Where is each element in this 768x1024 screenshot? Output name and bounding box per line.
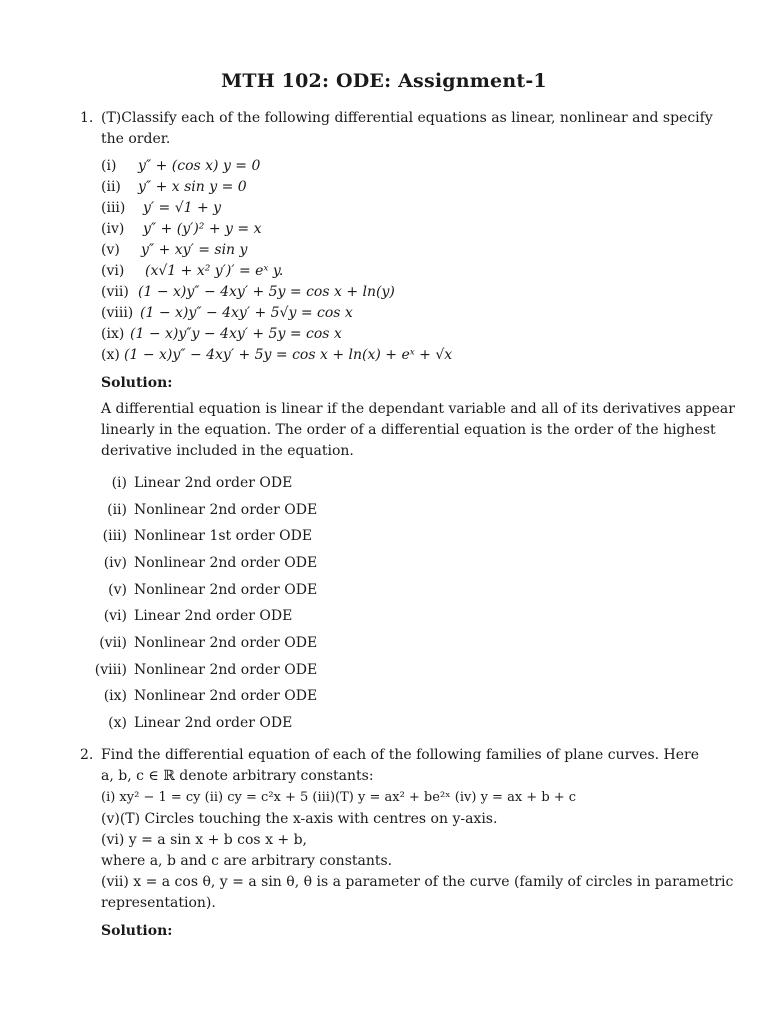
q1-item-equation: y′ = √1 + y — [143, 200, 222, 216]
answer-label: (ii) — [107, 502, 127, 518]
question-2-line-5: (vi) y = a sin x + b cos x + b, — [101, 832, 308, 848]
q1-solution-text-line: derivative included in the equation. — [101, 443, 354, 459]
q1-item-equation: (1 − x)y″ − 4xy′ + 5√y = cos x — [140, 305, 353, 321]
question-2-line-4: (v)(T) Circles touching the x-axis with centres on y-axis. — [101, 811, 498, 827]
answer-text: Nonlinear 2nd order ODE — [134, 555, 318, 571]
answer-label: (iii) — [102, 528, 127, 544]
page-title: MTH 102: ODE: Assignment-1 — [221, 70, 547, 92]
q1-item-label: (vii) — [101, 284, 129, 300]
answer-text: Nonlinear 2nd order ODE — [134, 688, 318, 704]
question-2-number: 2. — [80, 747, 94, 763]
question-1-line-1: (T)Classify each of the following differential equations as linear, nonlinear and specify — [101, 110, 713, 126]
answer-text: Nonlinear 2nd order ODE — [134, 502, 318, 518]
q1-item-equation: (1 − x)y″ − 4xy′ + 5y = cos x + ln(y) — [138, 284, 395, 300]
answer-text: Linear 2nd order ODE — [134, 475, 293, 491]
answer-label: (x) — [108, 715, 127, 731]
answer-text: Nonlinear 2nd order ODE — [134, 635, 318, 651]
q1-item-label: (ix) — [101, 326, 125, 342]
q1-item-equation: y″ + (cos x) y = 0 — [138, 158, 261, 174]
answer-text: Linear 2nd order ODE — [134, 608, 293, 624]
answer-label: (v) — [108, 582, 127, 598]
q1-item-equation: (1 − x)y″y − 4xy′ + 5y = cos x — [130, 326, 342, 342]
question-2-line-3: (i) xy² − 1 = cy (ii) cy = c²x + 5 (iii)(T) y = ax² + be²ˣ (iv) y = ax + b + c — [101, 790, 577, 805]
q1-item-label: (iii) — [101, 200, 126, 216]
q1-item-label: (viii) — [101, 305, 134, 321]
question-1-line-2: the order. — [101, 131, 171, 147]
answer-text: Nonlinear 2nd order ODE — [134, 662, 318, 678]
answer-label: (ix) — [103, 688, 127, 704]
q1-item-label: (iv) — [101, 221, 125, 237]
question-2-line-2: a, b, c ∈ ℝ denote arbitrary constants: — [101, 768, 374, 784]
q1-item-equation: y″ + x sin y = 0 — [138, 179, 247, 195]
q1-solution-text-line: A differential equation is linear if the dependant variable and all of its derivatives appear — [101, 401, 735, 417]
answer-label: (iv) — [103, 555, 127, 571]
q2-solution-heading: Solution: — [101, 923, 173, 939]
q1-solution-heading: Solution: — [101, 375, 173, 391]
q1-item-equation: y″ + xy′ = sin y — [141, 242, 248, 258]
answer-label: (i) — [111, 475, 127, 491]
question-2-line-1: Find the differential equation of each of the following families of plane curves. Here — [101, 747, 700, 763]
q1-item-label: (i) — [101, 158, 117, 174]
question-1-number: 1. — [80, 110, 94, 126]
answer-text: Linear 2nd order ODE — [134, 715, 293, 731]
answer-text: Nonlinear 2nd order ODE — [134, 582, 318, 598]
q1-solution-text-line: linearly in the equation. The order of a differential equation is the order of the highest — [101, 422, 716, 438]
q1-item-label: (ii) — [101, 179, 121, 195]
q1-item-equation: (1 − x)y″ − 4xy′ + 5y = cos x + ln(x) + eˣ + √x — [124, 347, 453, 363]
question-2-line-7: (vii) x = a cos θ, y = a sin θ, θ is a parameter of the curve (family of circles in parametric — [101, 874, 734, 890]
answer-label: (viii) — [94, 662, 127, 678]
question-2-line-6: where a, b and c are arbitrary constants. — [101, 853, 393, 869]
q1-item-label: (x) — [101, 347, 120, 363]
q1-item-equation: (x√1 + x² y′)′ = eˣ y. — [145, 263, 284, 279]
q1-item-equation: y″ + (y′)² + y = x — [143, 221, 262, 237]
answer-label: (vii) — [99, 635, 127, 651]
answer-text: Nonlinear 1st order ODE — [134, 528, 313, 544]
answer-label: (vi) — [103, 608, 127, 624]
q1-item-label: (vi) — [101, 263, 125, 279]
q1-item-label: (v) — [101, 242, 120, 258]
question-2-line-8: representation). — [101, 895, 216, 911]
